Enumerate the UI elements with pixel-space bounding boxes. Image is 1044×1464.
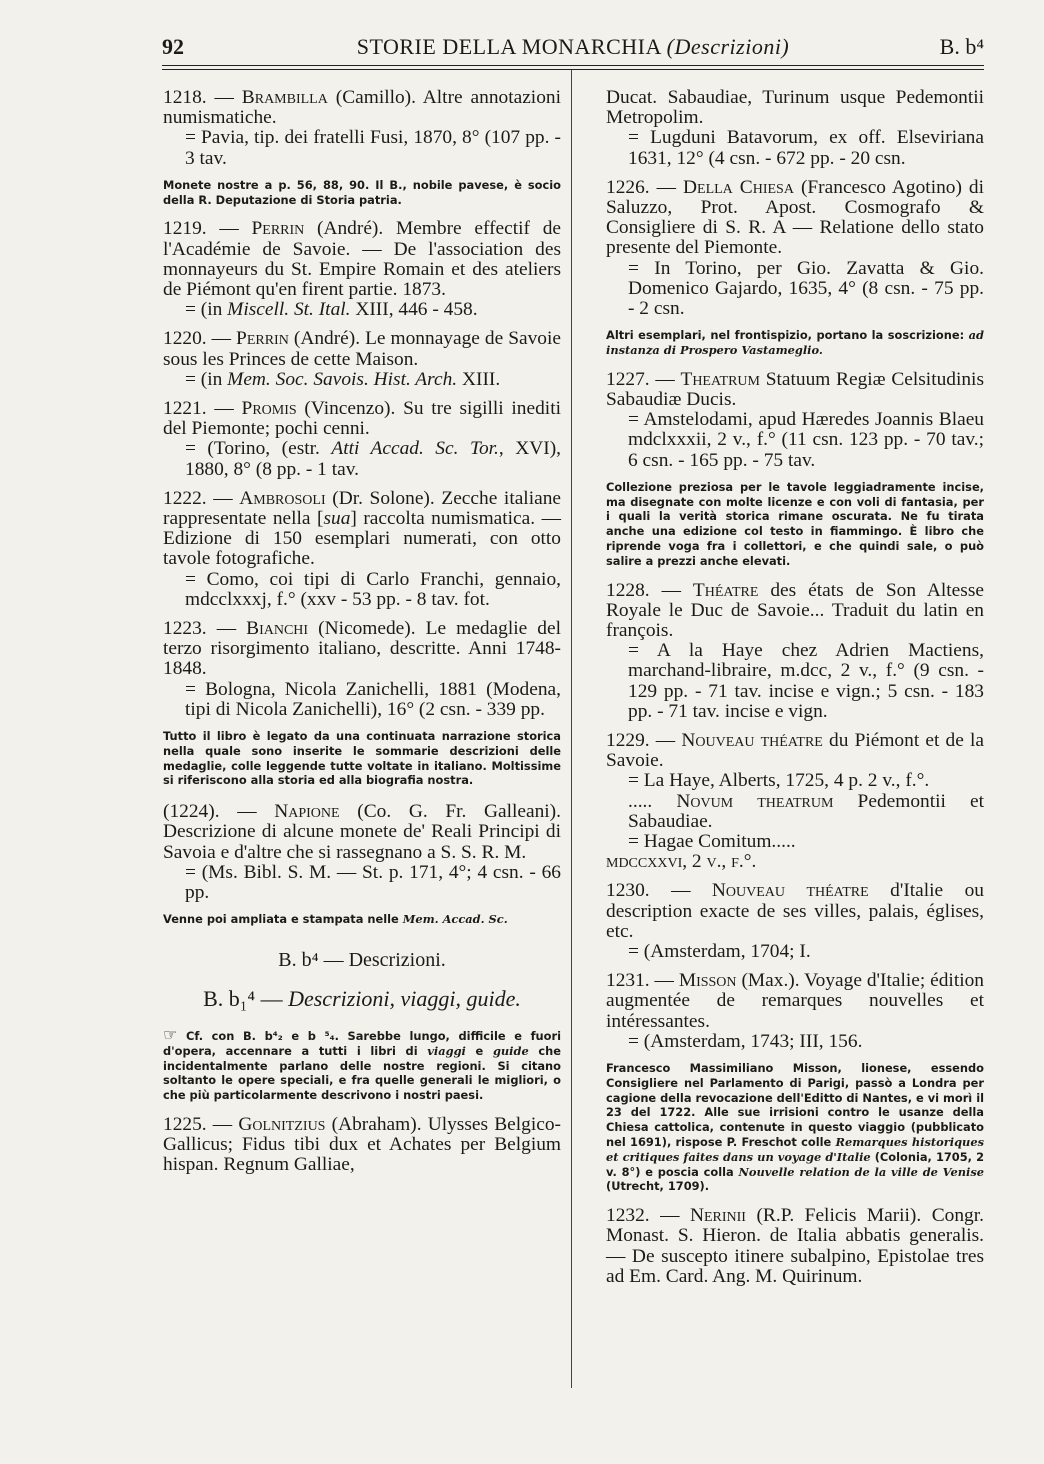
section-signature: B. b⁴ <box>939 34 984 59</box>
running-title: STORIE DELLA MONARCHIA (Descrizioni) <box>356 34 790 59</box>
entry-author: Golnitzius <box>238 1114 326 1136</box>
running-header <box>162 34 984 64</box>
entry-author: Brambilla <box>241 87 328 108</box>
entry-1231: 1231. — Misson (Max.). Voyage d'Italie; édition augmentée de remarques nouvelles et intéressantes. = (Amsterdam, 1743; III, 156. <box>606 970 984 1052</box>
entry-1218: 1218. — Brambilla (Camillo). Altre annotazioni numismatiche. = Pavia, tip. dei fratelli Fusi, 1870, 8° (107 pp. - 3 tav. <box>163 87 561 169</box>
left-column <box>163 88 561 1185</box>
entry-imprint: = Como, coi tipi di Carlo Franchi, gennaio, mdcclxxxj, f.° (xxv - 53 pp. - 8 tav. fot. <box>185 568 561 610</box>
entry-imprint: = Amstelodami, apud Hæredes Joannis Blaeu mdclxxxii, 2 v., f.° (11 csn. 123 pp. - 70 tav.; 6 csn. - 165 pp. - 75 tav. <box>628 409 984 471</box>
entry-author: Perrin <box>251 218 305 240</box>
header-rule-double <box>162 69 984 70</box>
entry-author: Nerinii <box>689 1205 746 1227</box>
entry-note: Collezione preziosa per le tavole leggiadramente incise, ma disegnate con molte licenze e con voli di fantasia, per i quali la verità storica rimane oscurata. Ne fu tirata anche una edizione col testo in fiammingo. È libro che riprende voga fra i collettori, e che quindi sale, o può salire a prezzi anche elevati. <box>606 479 984 568</box>
entry-author: Ambrosoli <box>239 487 326 509</box>
entry-1229: 1229. — Nouveau théatre du Piémont et de la Savoie. = La Haye, Alberts, 1725, 4 p. 2 v., f.°. ..... Novum theatrum Pedemontii et Sabaudiae. = Hagae Comitum..... mdccxxvi, 2 v., f.°. <box>606 730 984 873</box>
entry-1227: 1227. — Theatrum Statuum Regiæ Celsitudinis Sabaudiæ Ducis. = Amstelodami, apud Hæredes Joannis Blaeu mdclxxxii, 2 v., f.° (11 csn. 123 pp. - 70 tav.; 6 csn. - 165 pp. - 75 tav. <box>606 368 984 471</box>
entry-author: Bianchi <box>246 618 309 640</box>
entry-author: Nouveau théatre <box>711 880 869 902</box>
entry-note: Venne poi ampliata e stampata nelle Mem. Accad. Sc. <box>163 912 508 927</box>
right-column <box>606 88 984 1296</box>
entry-imprint: = (in Miscell. St. Ital. XIII, 446 - 458. <box>185 299 478 321</box>
entry-author: Théatre <box>692 579 759 601</box>
entry-1220: 1220. — Perrin (André). Le monnayage de Savoie sous les Princes de cette Maison. = (in Mem. Soc. Savois. Hist. Arch. XIII. <box>163 328 561 390</box>
entry-author: Napione <box>274 801 340 823</box>
entry-note: Francesco Massimiliano Misson, lionese, essendo Consigliere nel Parlamento di Parigi, passò a Londra per cagione della revocazione dell'Editto di Nantes, e vi morì il 23 del 1722. Alle sue irrisioni contro le usanze della Chiesa cattolica, contenute in questo viaggio (pubblicato nel 1691), rispose P. Freschot colle Remarques historiques et critiques faites dans un voyage d'Italie (Colonia, 1705, 2 v. 8°) e poscia colla Nouvelle relation de la ville de Venise (Utrecht, 1709). <box>606 1061 984 1194</box>
entry-1225: 1225. — Golnitzius (Abraham). Ulysses Belgico-Gallicus; Fidus tibi dux et Achates per Belgium hispan. Regnum Galliae, <box>163 1114 561 1176</box>
entry-author: Della Chiesa <box>683 176 794 198</box>
entry-imprint: = (Amsterdam, 1743; III, 156. <box>628 1030 863 1052</box>
section-heading: B. b⁴ — Descrizioni. <box>278 949 446 972</box>
entry-1223: 1223. — Bianchi (Nicomede). Le medaglie del terzo risorgimento italiano, descritte. Anni 1748-1848. = Bologna, Nicola Zanichelli, 1881 (Modena, tipi di Nicola Zanichelli), 16° (2 csn. - 339 pp. <box>163 618 561 720</box>
entry-author: Misson <box>678 970 737 992</box>
entry-author: Perrin <box>236 328 289 350</box>
entry-imprint: = (Amsterdam, 1704; I. <box>628 941 811 963</box>
entry-author: Theatrum <box>680 368 760 390</box>
entry-imprint: = Bologna, Nicola Zanichelli, 1881 (Modena, tipi di Nicola Zanichelli), 16° (2 csn. - 339 pp. <box>185 678 561 720</box>
entry-imprint: = (Torino, (estr. Atti Accad. Sc. Tor., XVI), 1880, 8° (8 pp. - 1 tav. <box>185 438 561 480</box>
cross-reference-note: ☞ Cf. con B. b⁴₂ e b ⁵₄. Sarebbe lungo, difficile e fuori d'opera, accennare a tutti i libri di viaggi e guide che incidentalmente parlano delle nostre regioni. Si citano soltanto le opere speciali, e fra quelle generali le migliori, o che più particolarmente descrivono i nostri paesi. <box>163 1025 562 1103</box>
entry-note: Altri esemplari, nel frontispizio, portano la soscrizione: ad instanza di Prospero Vastameglio. <box>606 328 984 358</box>
pointing-hand-icon: ☞ <box>163 1025 178 1045</box>
entry-1219: 1219. — Perrin (André). Membre effectif de l'Académie de Savoie. — De l'association des monnayeurs du St. Empire Romain et des ateliers de Piémont qu'en firent partie. 1873. = (in Miscell. St. Ital. XIII, 446 - 458. <box>163 218 562 321</box>
entry-imprint: = Pavia, tip. dei fratelli Fusi, 1870, 8° (107 pp. - 3 tav. <box>185 127 561 169</box>
header-rule <box>162 65 984 66</box>
entry-1221: 1221. — Promis (Vincenzo). Su tre sigilli inediti del Piemonte; pochi cenni. = (Torino, (estr. Atti Accad. Sc. Tor., XVI), 1880, 8° (8 pp. - 1 tav. <box>163 398 561 480</box>
entry-author: Nouveau théatre <box>681 730 823 752</box>
entry-author: Promis <box>241 398 297 420</box>
entry-1232: 1232. — Nerinii (R.P. Felicis Marii). Congr. Monast. S. Hieron. de Italia abbatis generalis. — De suscepto itinere subalpino, Epistolae tres ad Em. Card. Ang. M. Quirinum. <box>606 1205 984 1287</box>
entry-imprint: = (Ms. Bibl. S. M. — St. p. 171, 4°; 4 csn. - 66 pp. <box>185 861 561 904</box>
entry-note: Monete nostre a p. 56, 88, 90. Il B., nobile pavese, è socio della R. Deputazione di Storia patria. <box>163 177 561 207</box>
page-number: 92 <box>162 34 184 59</box>
entry-imprint: = In Torino, per Gio. Zavatta & Gio. Domenico Gajardo, 1635, 4° (8 csn. - 75 pp. - 2 csn. <box>628 257 984 320</box>
entry-1230: 1230. — Nouveau théatre d'Italie ou description exacte de ses villes, palais, églises, etc. = (Amsterdam, 1704; I. <box>606 880 984 963</box>
entry-imprint: = A la Haye chez Adrien Mactiens, marchand-libraire, m.dcc, 2 v., f.° (9 csn. - 129 pp. - 71 tav. incise e vign.; 5 csn. - 183 pp. - 71 tav. incise e vign. <box>628 640 984 722</box>
entry-imprint: = La Haye, Alberts, 1725, 4 p. 2 v., f.°. <box>628 770 930 792</box>
entry-1228: 1228. — Théatre des états de Son Altesse Royale le Duc de Savoie... Traduit du latin en françois. = A la Haye chez Adrien Mactiens, marchand-libraire, m.dcc, 2 v., f.° (9 csn. - 129 pp. - 71 tav. incise e vign.; 5 csn. - 183 pp. - 71 tav. incise e vign. <box>606 579 984 722</box>
entry-imprint: = Lugduni Batavorum, ex off. Elseviriana 1631, 12° (4 csn. - 672 pp. - 20 csn. <box>628 127 984 169</box>
entry-note: Tutto il libro è legato da una continuata narrazione storica nella quale sono inserite le sommarie descrizioni delle medaglie, colle leggende tutte voltate in italiano. Moltissime si riferiscono alla storia ed alla biografia nostra. <box>163 729 561 788</box>
entry-1222: 1222. — Ambrosoli (Dr. Solone). Zecche italiane rappresentate nella [sua] raccolta numismatica. — Edizione di 150 esemplari numerati, con otto tavole fotografiche. = Como, coi tipi di Carlo Franchi, gennaio, mdcclxxxj, f.° (xxv - 53 pp. - 8 tav. fot. <box>163 487 561 610</box>
column-divider <box>571 70 572 1388</box>
subsection-heading: B. b₁⁴ — Descrizioni, viaggi, guide. <box>203 986 521 1012</box>
entry-1225-continued: Ducat. Sabaudiae, Turinum usque Pedemontii Metropolim. = Lugduni Batavorum, ex off. Elseviriana 1631, 12° (4 csn. - 672 pp. - 20 csn. <box>606 87 984 169</box>
entry-1226: 1226. — Della Chiesa (Francesco Agotino) di Saluzzo, Prot. Apost. Cosmografo & Consigliere di S. R. A — Relatione dello stato presente del Piemonte. = In Torino, per Gio. Zavatta & Gio. Domenico Gajardo, 1635, 4° (8 csn. - 75 pp. - 2 csn. <box>606 176 984 320</box>
entry-1224: (1224). — Napione (Co. G. Fr. Galleani). Descrizione di alcune monete de' Reali Principi di Savoia e d'altre che si rassegnano a S. S. R. M. = (Ms. Bibl. S. M. — St. p. 171, 4°; 4 csn. - 66 pp. <box>163 801 561 904</box>
entry-imprint: = (in Mem. Soc. Savois. Hist. Arch. XIII. <box>185 368 501 390</box>
